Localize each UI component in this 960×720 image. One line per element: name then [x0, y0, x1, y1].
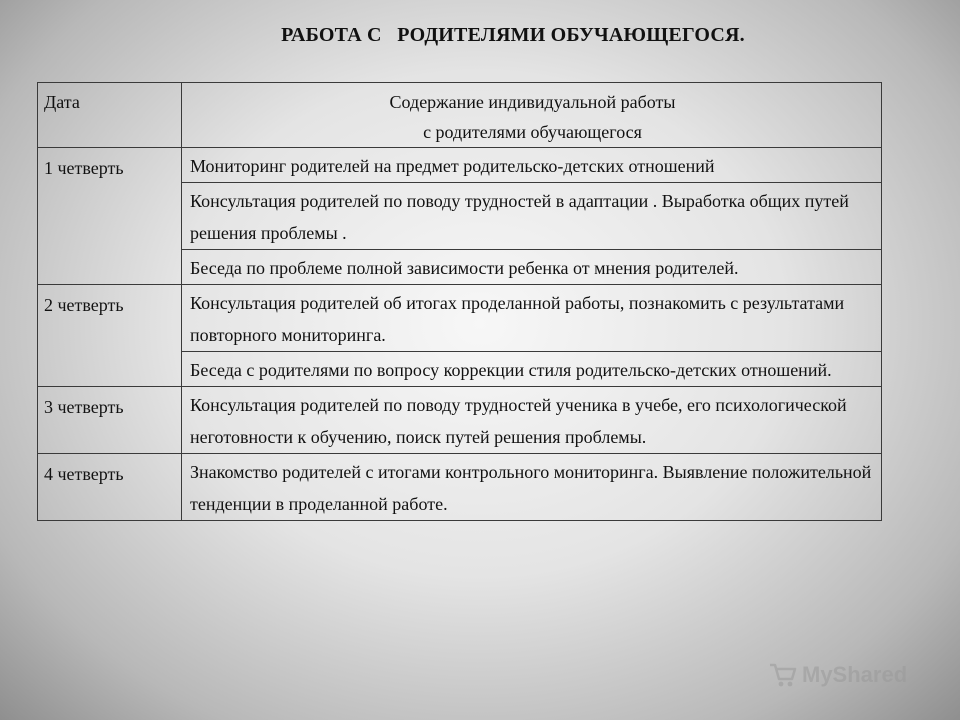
quarter-2-label: 2 четверть: [38, 285, 182, 387]
table-row: [38, 454, 882, 521]
quarter-3-label: 3 четверть: [38, 387, 182, 454]
table-cell: Консультация родителей по поводу трудностей в адаптации . Выработка общих путей решения проблемы .: [182, 183, 882, 250]
table-cell: Консультация родителей по поводу трудностей ученика в учебе, его психологической неготовности к обучению, поиск путей решения проблемы.: [182, 387, 882, 454]
header-date: Дата: [38, 83, 182, 148]
table-cell: Беседа по проблеме полной зависимости ребенка от мнения родителей.: [182, 250, 882, 285]
table-row: [38, 148, 882, 183]
table-row: [38, 285, 882, 352]
header-content-line1: Содержание индивидуальной работы: [389, 92, 676, 112]
table-cell: Знакомство родителей с итогами контрольного мониторинга. Выявление положительной тенденции в проделанной работе.: [182, 454, 882, 521]
header-content-line2: с родителями обучающегося: [423, 122, 642, 142]
watermark-text: MyShared: [802, 662, 908, 687]
table-cell: Консультация родителей об итогах проделанной работы, познакомить с результатами повторного мониторинга.: [182, 285, 882, 352]
quarter-1-label: 1 четверть: [38, 148, 182, 285]
table-cell: Беседа с родителями по вопросу коррекции стиля родительско-детских отношений.: [182, 352, 882, 387]
quarter-4-label: 4 четверть: [38, 454, 182, 521]
watermark: [768, 660, 907, 690]
header-content: [182, 83, 882, 148]
parent-work-table: [37, 82, 882, 521]
table-row: [38, 387, 882, 454]
table-cell: Мониторинг родителей на предмет родительско-детских отношений: [182, 148, 882, 183]
cart-icon: [768, 662, 798, 688]
table-header-row: [38, 83, 882, 148]
page-title: РАБОТА С РОДИТЕЛЯМИ ОБУЧАЮЩЕГОСЯ.: [281, 24, 745, 46]
